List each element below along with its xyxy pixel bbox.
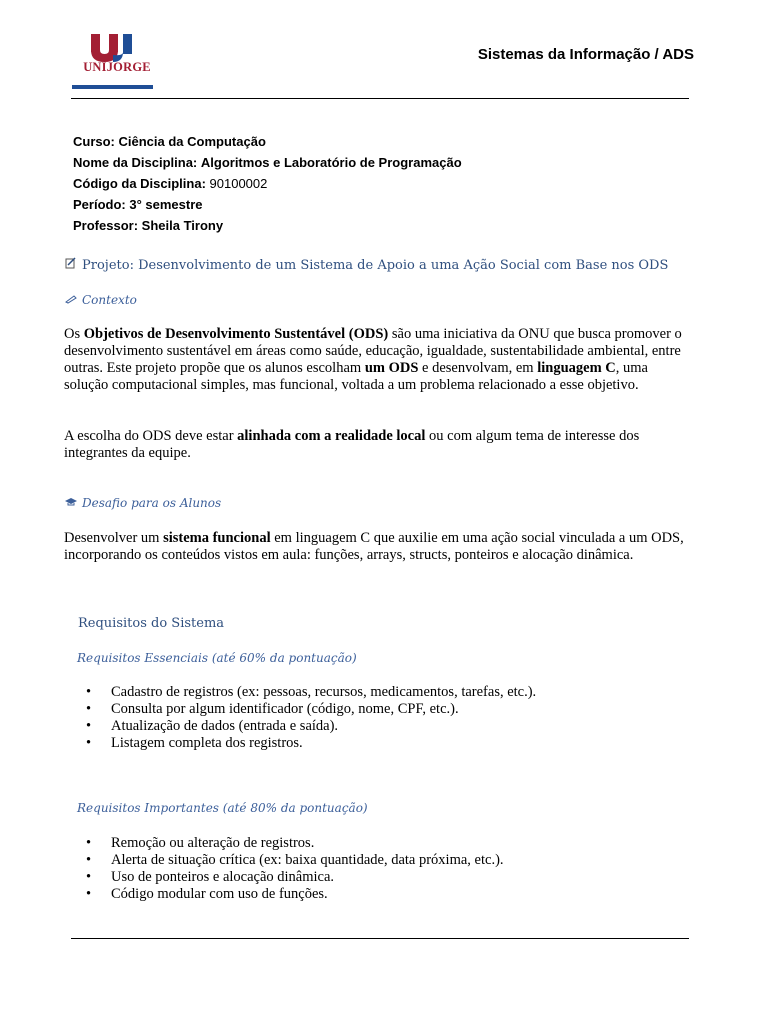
ods-choice-paragraph: A escolha do ODS deve estar alinhada com a realidade local ou com algum tema de interesse dos integrantes da equipe. — [64, 428, 640, 461]
graduation-cap-icon — [65, 496, 77, 510]
list-item: • Atualização de dados (entrada e saída). — [86, 718, 339, 734]
pencil-icon — [65, 293, 77, 307]
important-requirements-heading: Requisitos Importantes (até 80% da pontuação) — [77, 801, 368, 815]
list-item: • Uso de ponteiros e alocação dinâmica. — [86, 869, 335, 885]
requirements-heading: Requisitos do Sistema — [78, 616, 225, 631]
professor-row: Professor: Sheila Tirony — [73, 218, 224, 233]
course-row: Curso: Ciência da Computação — [73, 134, 266, 149]
challenge-paragraph: Desenvolver um sistema funcional em linguagem C que auxilie em uma ação social vinculada a um ODS, incorporando os conteúdos vistos em aula: funções, arrays, structs, ponteiros e alocação dinâmica. — [64, 530, 684, 563]
memo-icon — [65, 257, 77, 273]
essential-requirements-list — [86, 684, 536, 752]
unijorge-logo — [80, 30, 154, 92]
discipline-row: Nome da Disciplina: Algoritmos e Laboratório de Programação — [73, 155, 462, 170]
footer-divider — [71, 938, 689, 939]
list-item: • Código modular com uso de funções. — [86, 886, 328, 902]
period-row: Período: 3° semestre — [73, 197, 203, 212]
header-divider — [71, 98, 689, 99]
logo-underline — [72, 85, 153, 89]
challenge-heading: Desafio para os Alunos — [65, 496, 221, 510]
logo-wordmark: UNIJORGE — [83, 60, 151, 74]
important-requirements-list — [86, 835, 504, 903]
list-item: • Listagem completa dos registros. — [86, 735, 303, 751]
list-item: • Remoção ou alteração de registros. — [86, 835, 315, 851]
context-paragraph: Os Objetivos de Desenvolvimento Sustentável (ODS) são uma iniciativa da ONU que busca promover o desenvolvimento sustentável em áreas como saúde, educação, igualdade, sustentabilidade ambiental, entre outras. Este projeto propõe que os alunos escolham um ODS e desenvolvam, em linguagem C, uma solução computacional simples, mas funcional, voltada a um problema relacionado a esse objetivo. — [64, 326, 682, 393]
list-item: • Cadastro de registros (ex: pessoas, recursos, medicamentos, tarefas, etc.). — [86, 684, 537, 700]
essential-requirements-heading: Requisitos Essenciais (até 60% da pontuação) — [77, 651, 357, 665]
discipline-code-row: Código da Disciplina: 90100002 — [73, 176, 268, 191]
project-heading: Projeto: Desenvolvimento de um Sistema de Apoio a uma Ação Social com Base nos ODS — [65, 257, 668, 273]
list-item: • Consulta por algum identificador (código, nome, CPF, etc.). — [86, 701, 459, 717]
header-title: Sistemas da Informação / ADS — [477, 46, 694, 63]
context-heading: Contexto — [65, 293, 137, 307]
list-item: • Alerta de situação crítica (ex: baixa quantidade, data próxima, etc.). — [86, 852, 504, 868]
course-info — [73, 131, 462, 236]
